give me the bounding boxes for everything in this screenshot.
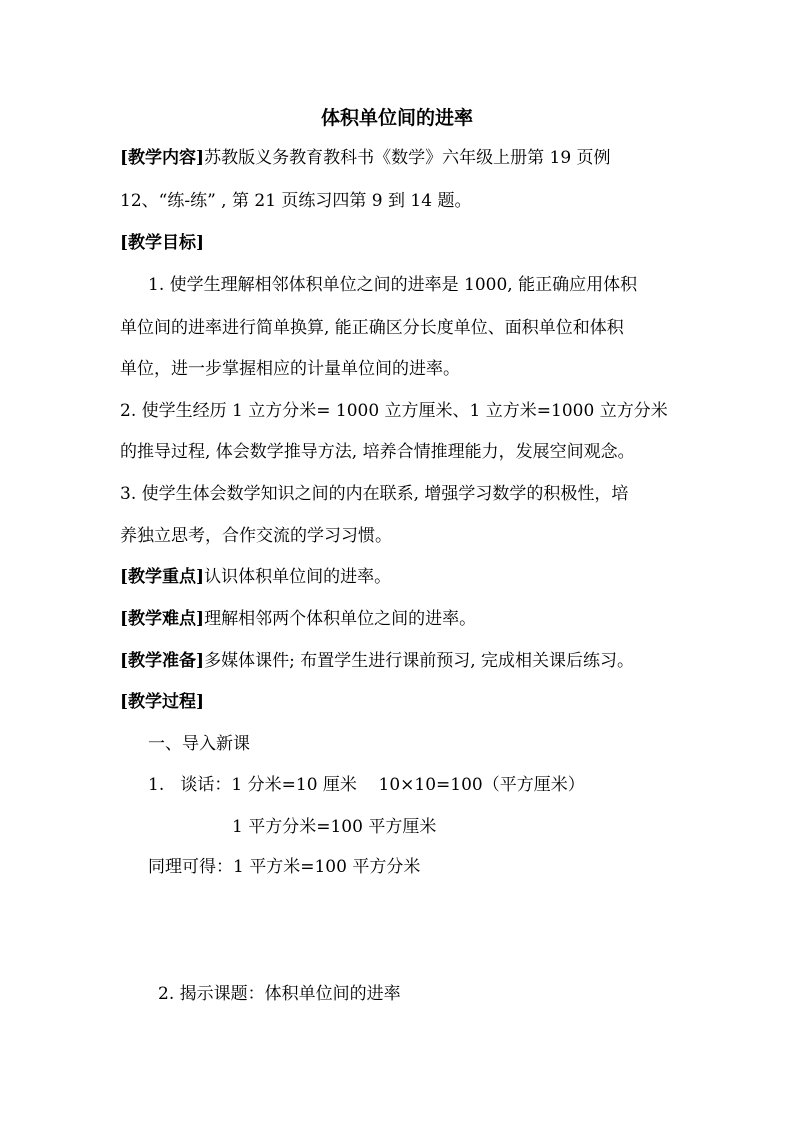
teaching-key-text: 认识体积单位间的进率。: [204, 567, 392, 587]
similar-line: 同理可得：1 平方米=100 平方分米: [148, 857, 421, 877]
teaching-prep-line: [120, 649, 680, 673]
teaching-prep-label: [教学准备]: [120, 651, 205, 671]
section-intro-heading: 一、导入新课: [148, 734, 250, 754]
teaching-difficulty-text: 理解相邻两个体积单位之间的进率。: [204, 609, 477, 629]
teaching-difficulty-line: [120, 607, 680, 631]
teaching-difficulty-label: [教学难点]: [120, 609, 205, 629]
document-title: 体积单位间的进率: [320, 107, 473, 129]
goal-3-line-2: 养独立思考，合作交流的学习习惯。: [120, 526, 392, 546]
teaching-key-line: [120, 565, 680, 589]
teaching-key-label: [教学重点]: [120, 567, 205, 587]
goal-2-line-2: 的推导过程, 体会数学推导方法, 培养合情推理能力，发展空间观念。: [120, 442, 635, 462]
goal-3-line-1: 3. 使学生体会数学知识之间的内在联系, 增强学习数学的积极性，培: [120, 484, 629, 504]
teaching-process-label: [教学过程]: [120, 692, 205, 712]
teaching-goals-label: [教学目标]: [120, 233, 205, 253]
goal-1-line-2: 单位间的进率进行简单换算, 能正确区分长度单位、面积单位和体积: [120, 318, 624, 338]
goal-2-line-1: 2. 使学生经历 1 立方分米= 1000 立方厘米、1 立方米=1000 立方分米: [120, 401, 668, 421]
goal-1-line-1: 1. 使学生理解相邻体积单位之间的进率是 1000, 能正确应用体积: [148, 275, 638, 295]
talk-sub-line: 1 平方分米=100 平方厘米: [232, 817, 437, 837]
teaching-content-text-1: 苏教版义务教育教科书《数学》六年级上册第 19 页例: [204, 148, 611, 168]
teaching-content-label: [教学内容]: [120, 148, 205, 168]
reveal-topic-line: 2. 揭示课题：体积单位间的进率: [158, 984, 401, 1004]
goal-1-line-3: 单位，进一步掌握相应的计量单位间的进率。: [120, 359, 460, 379]
teaching-prep-text: 多媒体课件; 布置学生进行课前预习, 完成相关课后练习。: [204, 651, 635, 671]
talk-line: 1. 谈话：1 分米=10 厘米 10×10=100（平方厘米）: [148, 775, 585, 795]
teaching-content-line-2: 12、“练-练” , 第 21 页练习四第 9 到 14 题。: [120, 191, 472, 211]
teaching-content-line-1: [120, 146, 680, 170]
